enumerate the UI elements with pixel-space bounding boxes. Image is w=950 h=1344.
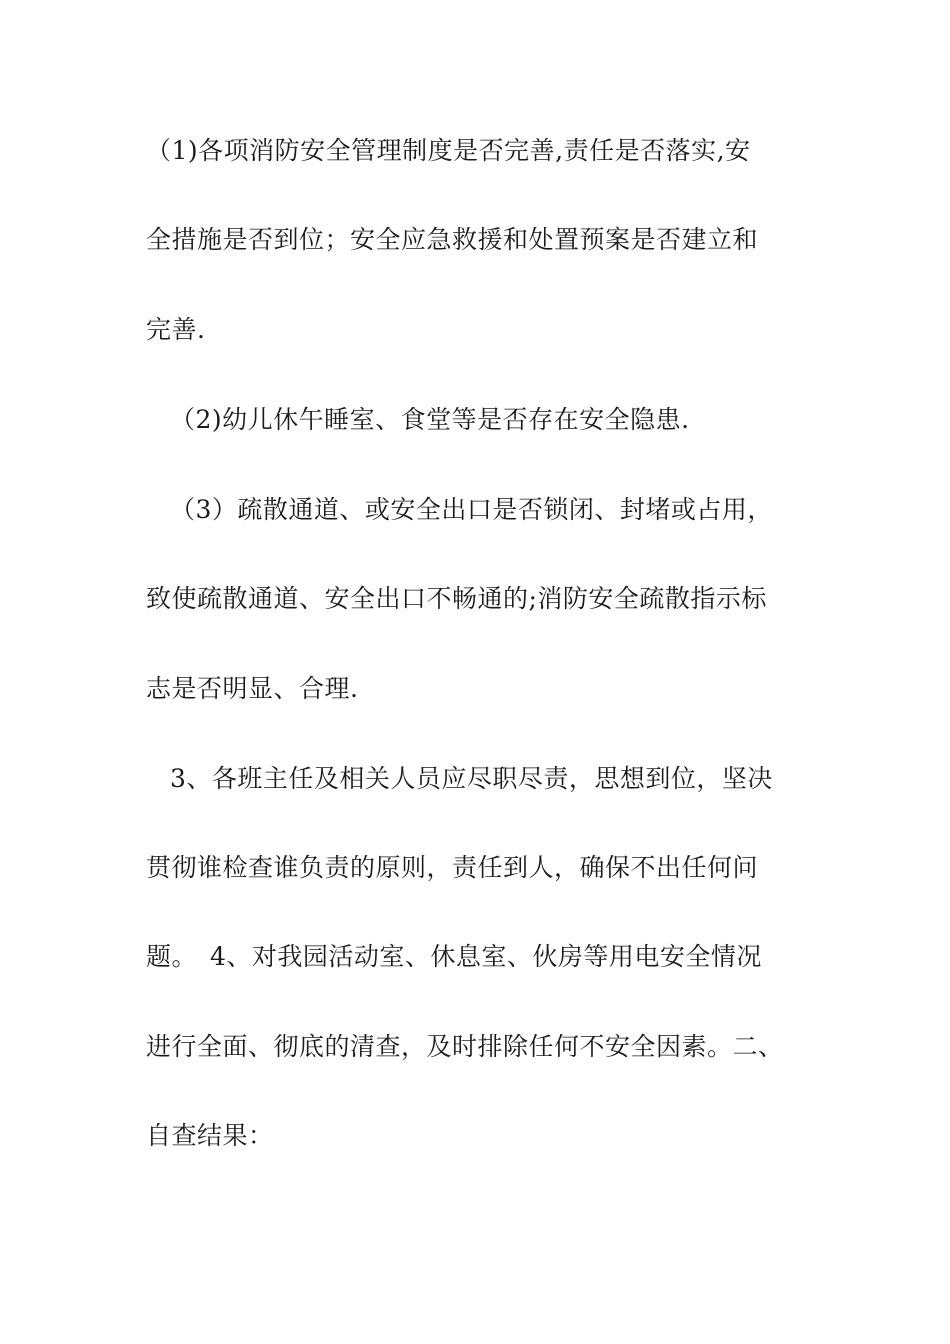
text-line-7: 志是否明显、合理. (146, 674, 359, 703)
text-line-9: 贯彻谁检查谁负责的原则，责任到人，确保不出任何问 (146, 853, 759, 882)
text-line-8: 3、各班主任及相关人员应尽职尽责，思想到位，坚决 (170, 764, 773, 793)
text-line-1: （1)各项消防安全管理制度是否完善,责任是否落实,安 (146, 136, 751, 165)
text-line-3: 完善. (146, 315, 206, 344)
text-line-10: 题。 4、对我园活动室、休息室、伙房等用电安全情况 (146, 942, 762, 971)
text-line-2: 全措施是否到位；安全应急救援和处置预案是否建立和 (146, 225, 759, 254)
text-line-12: 自查结果： (146, 1121, 274, 1150)
text-line-6: 致使疏散通道、安全出口不畅通的;消防安全疏散指示标 (146, 584, 767, 613)
text-line-4: （2)幼儿休午睡室、食堂等是否存在安全隐患. (170, 405, 690, 434)
text-line-11: 进行全面、彻底的清查，及时排除任何不安全因素。二、 (146, 1032, 784, 1061)
text-line-5: （3）疏散通道、或安全出口是否锁闭、封堵或占用， (170, 495, 773, 524)
